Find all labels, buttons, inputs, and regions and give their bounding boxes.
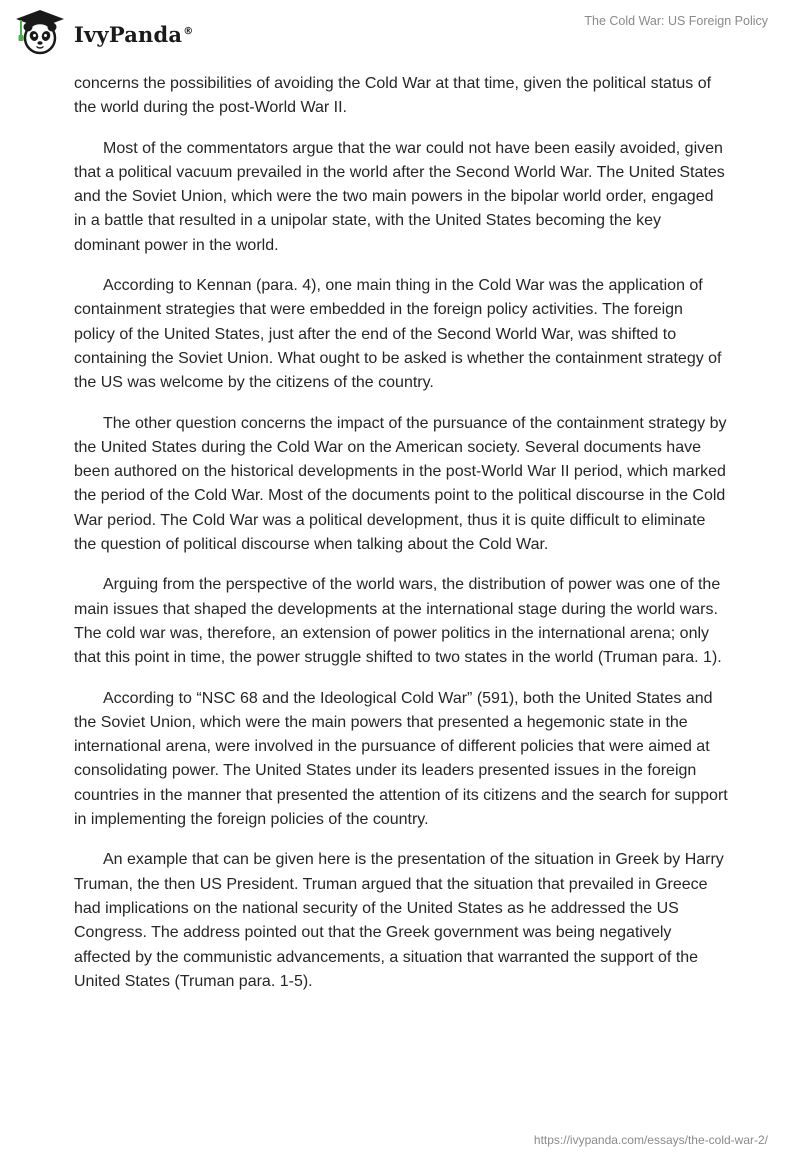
panda-graduate-logo-icon — [14, 8, 66, 58]
paragraph: Arguing from the perspective of the world wars, the distribution of power was one of the main issues that shaped the developments at the international stage during the world wars. The cold war was, therefore, an extension of power politics in the international arena; only that this point in time, the power struggle shifted to two states in the world (Truman para. 1). — [74, 576, 722, 667]
paragraph: concerns the possibilities of avoiding the Cold War at that time, given the political status of the world during the post-World War II. — [74, 75, 712, 117]
paragraph: According to Kennan (para. 4), one main thing in the Cold War was the application of containment strategies that were embedded in the foreign policy activities. The foreign policy of the United States, just after the end of the Second World War, was shifted to containing the Soviet Union. What ought to be asked is whether the containment strategy of the US was welcome by the citizens of the country. — [74, 277, 722, 392]
paragraph: According to “NSC 68 and the Ideological Cold War” (591), both the United States and the Soviet Union, which were the main powers that presented a hegemonic state in the international arena, were involved in the pursuance of different policies that were aimed at consolidating power. The United States under its leaders presented issues in the foreign countries in the manner that presented the attention of its citizens and the search for support in implementing the foreign policies of the country. — [74, 689, 728, 829]
paragraph: Most of the commentators argue that the war could not have been easily avoided, given that a political vacuum prevailed in the world after the Second World War. The United States and the Soviet Union, which were the two main powers in the bipolar world order, engaged in a battle that resulted in a unipolar state, with the United States becoming the key dominant power in the world. — [74, 139, 725, 254]
paragraph: An example that can be given here is the presentation of the situation in Greek by Harry Truman, the then US President. Truman argued that the situation that prevailed in Greece had implications on the national security of the United States as he addressed the US Congress. The address pointed out that the Greek government was being negatively affected by the communistic advancements, a situation that warranted the support of the United States (Truman para. 1-5). — [74, 851, 724, 990]
page-header — [0, 0, 800, 70]
essay-body — [74, 72, 728, 1010]
document-title: The Cold War: US Foreign Policy — [584, 14, 768, 28]
brand-name: IvyPanda® — [74, 21, 194, 47]
source-url-link[interactable]: https://ivypanda.com/essays/the-cold-war-2/ — [533, 1133, 768, 1147]
brand-logo[interactable] — [14, 8, 193, 58]
registered-mark: ® — [183, 25, 194, 37]
paragraph: The other question concerns the impact of the pursuance of the containment strategy by the United States during the Cold War on the American society. Several documents have been authored on the historical developments in the post-World War II period, which marked the period of the Cold War. Most of the documents point to the political discourse in the Cold War period. The Cold War was a political development, thus it is quite difficult to eliminate the question of political discourse when talking about the Cold War. — [74, 414, 727, 554]
